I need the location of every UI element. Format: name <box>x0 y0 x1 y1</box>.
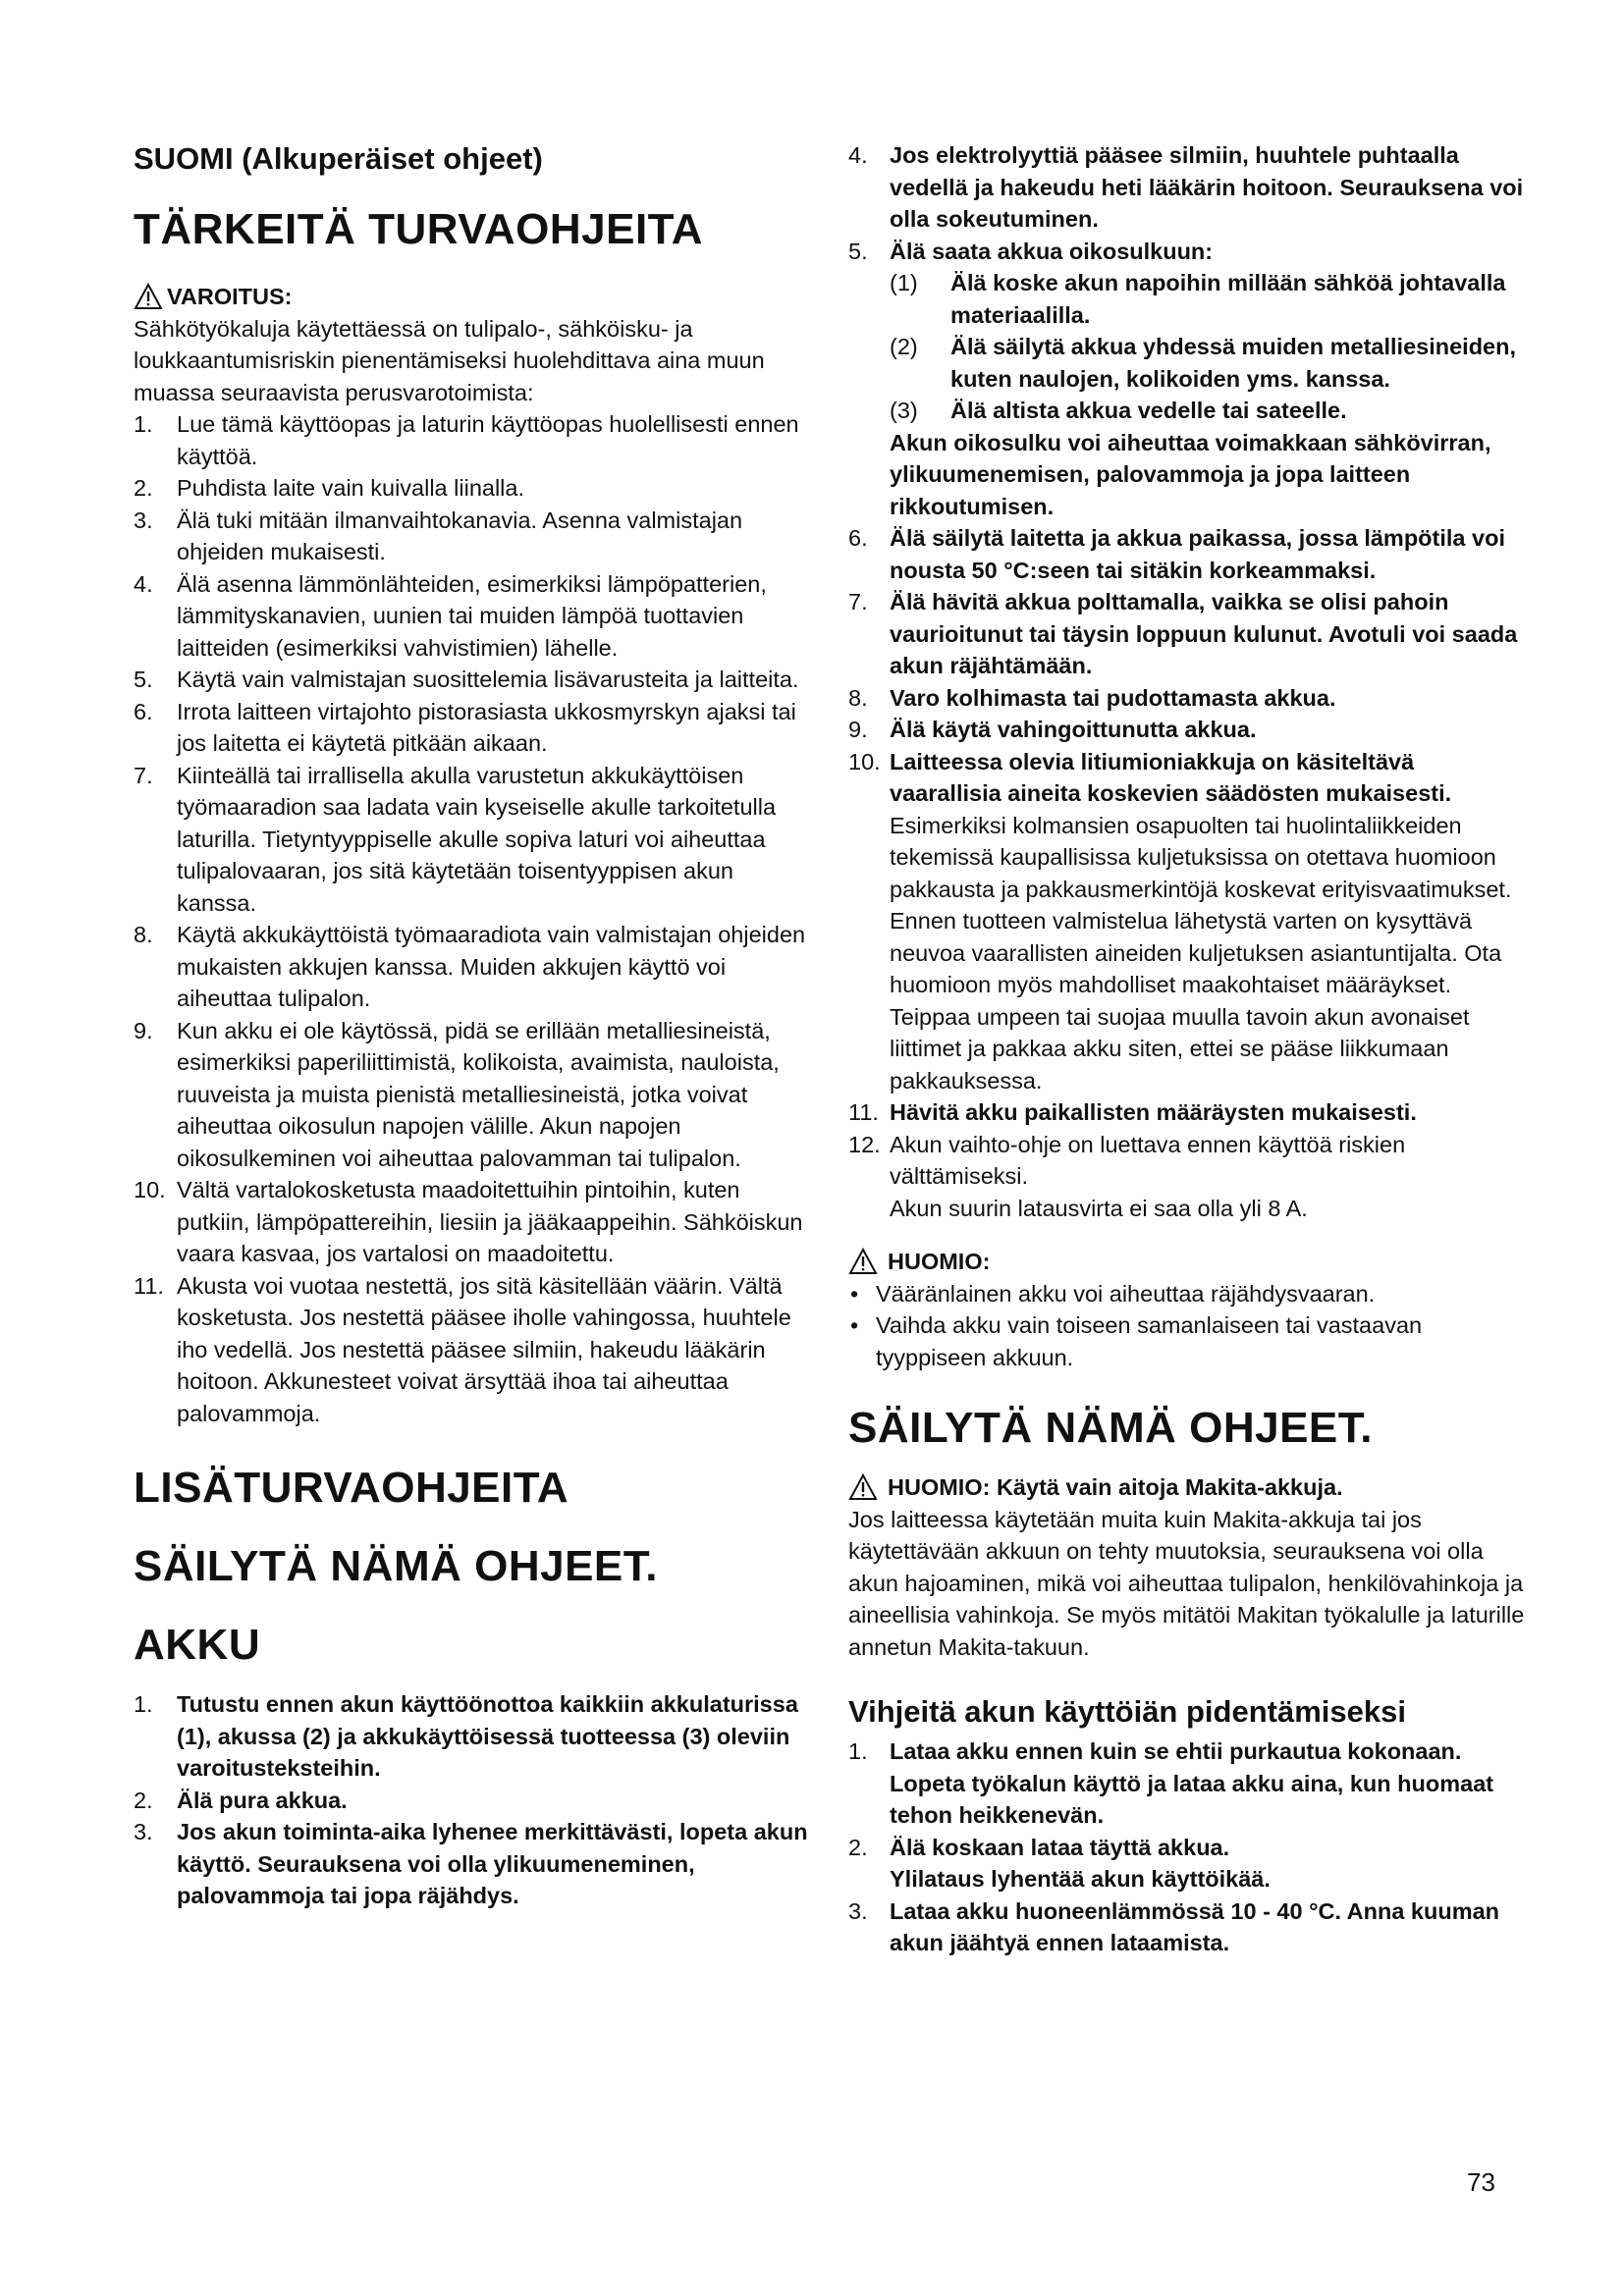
list-item: 4. Jos elektrolyyttiä pääsee silmiin, huuhtele puhtaalla vedellä ja hakeudu heti lääkärin hoitoon. Seurauksena voi olla sokeutuminen. <box>848 142 1524 232</box>
warning-heading <box>134 281 811 313</box>
list-item: 10. Laitteessa olevia litiumioniakkuja on käsiteltävä vaarallisia aineita koskevien säädösten mukaisesti. <box>848 748 1452 806</box>
genuine-battery-text: Jos laitteessa käytetään muita kuin Makita-akkuja tai jos käytettävään akkuun on tehty muutoksia, seurauksena voi olla akun hajoaminen, mikä voi aiheuttaa tulipalon, henkilövahinkoja ja aineellisia vahinkoja. Se myös mitätöi Makitan työkalulle ja laturille annetun Makita-takuun. <box>848 1506 1525 1660</box>
sub-item: (2) Älä säilytä akkua yhdessä muiden metalliesineiden, kuten naulojen, kolikoiden yms. kanssa. <box>890 334 1517 392</box>
list-item: 7. Älä hävitä akkua polttamalla, vaikka se olisi pahoin vaurioitunut tai täysin loppuun kulunut. Avotuli voi saada akun räjähtämään. <box>848 589 1518 678</box>
list-item: 5. Käytä vain valmistajan suosittelemia lisävarusteita ja laitteita. <box>134 667 799 692</box>
list-item: 1. Tutustu ennen akun käyttöönottoa kaikkiin akkulaturissa (1), akussa (2) ja akkukäyttöisessä tuotteessa (3) oleviin varoitusteksteihin. <box>134 1691 798 1781</box>
charging-current-note: Akun suurin latausvirta ei saa olla yli 8 A. <box>890 1195 1308 1221</box>
safety-list <box>134 408 811 1429</box>
battery-title: AKKU <box>134 1621 261 1669</box>
list-item: 3. Jos akun toiminta-aika lyhenee merkittävästi, lopeta akun käyttö. Seurauksena voi olla ylikuumeneminen, palovammoja tai jopa räjähdys. <box>134 1819 808 1908</box>
caution-bullets <box>848 1278 1526 1374</box>
short-circuit-note: Akun oikosulku voi aiheuttaa voimakkaan sähkövirran, ylikuumenemisen, palovammoja ja jopa laitteen rikkoutumisen. <box>890 429 1491 519</box>
bullet-item: • Vääränlainen akku voi aiheuttaa räjähdysvaaran. <box>850 1280 1376 1307</box>
warning-triangle-icon <box>134 283 163 310</box>
tips-list <box>848 1735 1526 1959</box>
warning-intro: Sähkötyökaluja käytettäessä on tulipalo-, sähköisku- ja loukkaantumisriskin pienentämiseksi huolehdittava aina muun muassa seuraavista perusvarotoimista: <box>134 315 765 405</box>
save-instructions-title-2: SÄILYTÄ NÄMÄ OHJEET. <box>848 1404 1374 1452</box>
battery-list-continued-2 <box>848 522 1526 810</box>
list-item: 1. Lue tämä käyttöopas ja laturin käyttöopas huolellisesti ennen käyttöä. <box>134 411 799 469</box>
right-column <box>848 139 1526 1959</box>
caution-triangle-icon <box>848 1473 878 1501</box>
bullet-item: • Vaihda akku vain toiseen samanlaiseen tai vastaavan tyyppiseen akkuun. <box>850 1312 1423 1370</box>
battery-list-continued-3 <box>848 1096 1526 1193</box>
list-item: 2. Puhdista laite vain kuivalla liinalla. <box>134 475 525 501</box>
sub-item: (3) Älä altista akkua vedelle tai sateelle. <box>890 398 1347 423</box>
page-number: 73 <box>1467 2167 1495 2197</box>
list-item: 12. Akun vaihto-ohje on luettava ennen käyttöä riskien välttämiseksi. <box>848 1131 1406 1189</box>
list-item: 1. Lataa akku ennen kuin se ehtii purkautua kokonaan. Lopeta työkalun käyttö ja lataa akku aina, kun huomaat tehon heikkenevän. <box>848 1738 1494 1828</box>
list-item: 11. Akusta voi vuotaa nestettä, jos sitä käsitellään väärin. Vältä kosketusta. Jos nestettä pääsee iholle vahingossa, huuhtele iho vedellä. Jos nestettä pääsee silmiin, hakeudu lääkärin hoitoon. Akkunesteet voivat ärsyttää ihoa tai aiheuttaa palovammoja. <box>134 1272 791 1426</box>
language-title: SUOMI (Alkuperäiset ohjeet) <box>134 141 543 176</box>
list-item: 2. Älä koskaan lataa täyttä akkua. Ylilataus lyhentää akun käyttöikää. <box>848 1834 1271 1892</box>
list-item: 4. Älä asenna lämmönlähteiden, esimerkiksi lämpöpatterien, lämmityskanavien, uunien tai muiden lämpöä tuottavien laitteiden (esimerkiksi vahvistimien) lähelle. <box>134 570 767 661</box>
packing-note: Teippaa umpeen tai suojaa muulla tavoin akun avonaiset liittimet ja pakkaa akku siten, ettei se pääse liikkumaan pakkauksessa. <box>890 1003 1470 1094</box>
left-column <box>134 139 811 1912</box>
genuine-battery-heading <box>848 1471 1526 1504</box>
battery-list <box>134 1688 811 1912</box>
list-item: 3. Lataa akku huoneenlämmössä 10 - 40 °C. Anna kuuman akun jäähtyä ennen lataamista. <box>848 1897 1500 1955</box>
list-item: 8. Varo kolhimasta tai pudottamasta akkua. <box>848 684 1336 711</box>
short-circuit-sublist <box>848 267 1526 427</box>
list-item: 8. Käytä akkukäyttöistä työmaaradiota vain valmistajan ohjeiden mukaisten akkujen kanssa. Muiden akkujen käyttö voi aiheuttaa tulipalon. <box>134 922 806 1011</box>
tips-title: Vihjeitä akun käyttöiän pidentämiseksi <box>848 1694 1406 1729</box>
save-instructions-title: SÄILYTÄ NÄMÄ OHJEET. <box>134 1542 659 1590</box>
battery-list-continued <box>848 139 1526 267</box>
caution-heading <box>848 1246 1526 1278</box>
list-item: 6. Älä säilytä laitetta ja akkua paikassa, jossa lämpötila voi nousta 50 °C:seen tai sitäkin korkeammaksi. <box>848 525 1505 583</box>
list-item: 9. Kun akku ei ole käytössä, pidä se erillään metalliesineistä, esimerkiksi paperiliittimistä, kolikoista, avaimista, nauloista, ruuveista ja muista pienistä metalliesineistä, jotka voivat aiheuttaa oikosulun napojen välille. Akun napojen oikosulkeminen voi aiheuttaa palovamman tai tulipalon. <box>134 1017 780 1171</box>
transport-note: Esimerkiksi kolmansien osapuolten tai huolintaliikkeiden tekemissä kaupallisissa kuljetuksissa on otettava huomioon pakkausta ja pakkausmerkintöjä koskevat erityisvaatimukset. Ennen tuotteen valmistelua lähetystä varten on kysyttävä neuvoa vaarallisten aineiden kuljetuksen asiantuntijalta. Ota huomioon myös mahdolliset maakohtaiset määräykset. <box>890 812 1512 997</box>
list-item: 10. Vältä vartalokosketusta maadoitettuihin pintoihin, kuten putkiin, lämpöpattereihin, liesiin ja jääkaappeihin. Sähköiskun vaara kasvaa, jos vartalosi on maadoitettu. <box>134 1177 803 1266</box>
caution-triangle-icon <box>848 1248 878 1275</box>
list-item: 3. Älä tuki mitään ilmanvaihtokanavia. Asenna valmistajan ohjeiden mukaisesti. <box>134 507 743 564</box>
list-item: 6. Irrota laitteen virtajohto pistorasiasta ukkosmyrskyn ajaksi tai jos laitetta ei käytetä pitkään aikaan. <box>134 698 796 756</box>
extra-safety-title: LISÄTURVAOHJEITA <box>134 1464 569 1512</box>
list-item: 5. Älä saata akkua oikosulkuun: <box>848 238 1214 264</box>
genuine-battery-label: HUOMIO: Käytä vain aitoja Makita-akkuja. <box>888 1474 1343 1500</box>
caution-label: HUOMIO: <box>888 1249 991 1274</box>
list-item: 9. Älä käytä vahingoittunutta akkua. <box>848 717 1257 742</box>
list-item: 11. Hävitä akku paikallisten määräysten mukaisesti. <box>848 1099 1417 1125</box>
warning-label: VAROITUS: <box>167 284 293 309</box>
list-item: 7. Kiinteällä tai irrallisella akulla varustetun akkukäyttöisen työmaaradion saa ladata vain kyseiselle akulle tarkoitetulla laturilla. Tietyntyyppiselle akulle sopiva laturi voi aiheuttaa tulipalovaaran, jos sitä käytetään toisentyyppisen akun kanssa. <box>134 762 777 916</box>
safety-title: TÄRKEITÄ TURVAOHJEITA <box>134 205 704 253</box>
list-item: 2. Älä pura akkua. <box>134 1787 348 1813</box>
sub-item: (1) Älä koske akun napoihin millään sähköä johtavalla materiaalilla. <box>890 270 1506 328</box>
